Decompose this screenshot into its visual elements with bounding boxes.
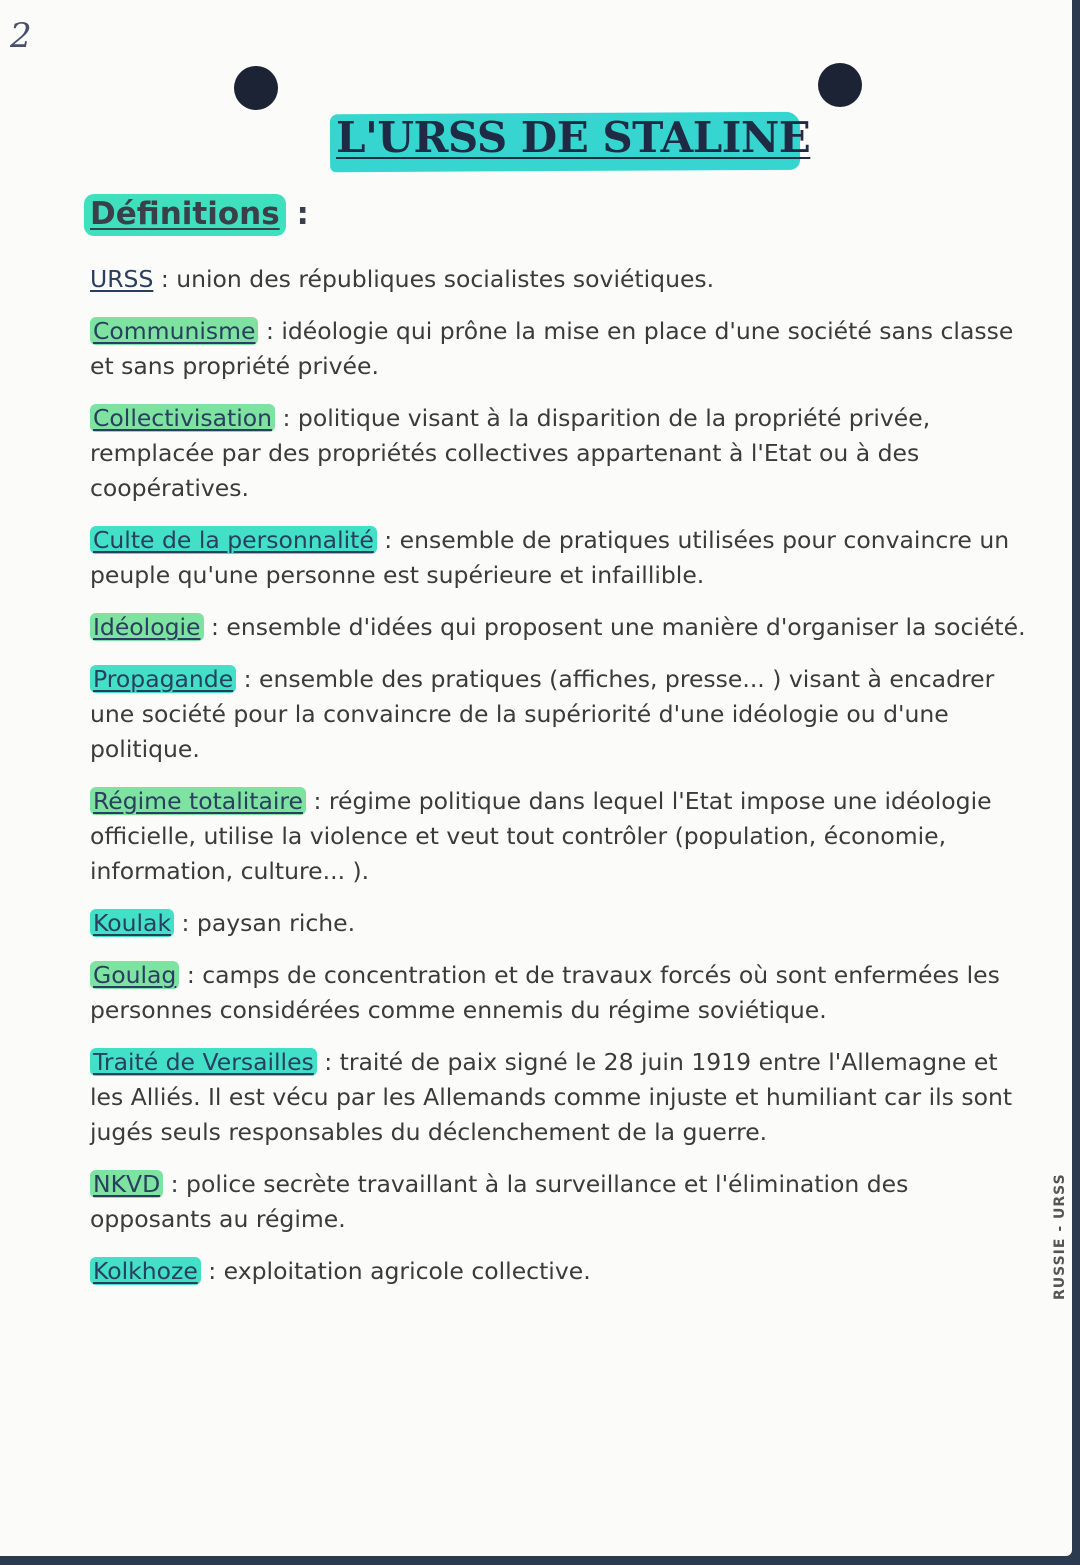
- definition-item: [90, 662, 1030, 767]
- definitions-list: [90, 262, 1030, 1306]
- definition-item: [90, 523, 1030, 593]
- section-heading: [84, 196, 309, 232]
- definition-item: [90, 958, 1030, 1028]
- definition-text: : ensemble d'idées qui proposent une manière d'organiser la société.: [203, 613, 1026, 641]
- definition-term: Traité de Versailles: [90, 1048, 317, 1076]
- definition-term: Propagande: [90, 665, 236, 693]
- definition-item: [90, 784, 1030, 889]
- section-heading-label: Définitions: [84, 194, 286, 236]
- definition-text: : idéologie qui prône la mise en place d'une société sans classe et sans propriété privée.: [90, 317, 1014, 380]
- section-heading-colon: :: [285, 196, 309, 232]
- page-title: L'URSS DE STALINE: [336, 113, 811, 162]
- definition-term: Culte de la personnalité: [90, 526, 377, 554]
- definition-item: [90, 1167, 1030, 1237]
- definition-item: [90, 401, 1030, 506]
- definition-text: : police secrète travaillant à la surveillance et l'élimination des opposants au régime.: [90, 1170, 909, 1233]
- definition-term: URSS: [90, 265, 154, 293]
- definition-item: [90, 1045, 1030, 1150]
- definition-text: : ensemble des pratiques (affiches, presse... ) visant à encadrer une société pour la convaincre de la supériorité d'une idéologie ou d'une politique.: [90, 665, 995, 763]
- definition-text: : traité de paix signé le 28 juin 1919 entre l'Allemagne et les Alliés. Il est vécu par les Allemands comme injuste et humiliant car ils sont jugés seuls responsables du déclenchement de la guerre.: [90, 1048, 1013, 1146]
- definition-text: : union des républiques socialistes soviétiques.: [153, 265, 715, 293]
- definition-term: Idéologie: [90, 613, 204, 641]
- definition-term: Koulak: [90, 909, 174, 937]
- punch-hole-left: [234, 66, 278, 110]
- definition-text: : exploitation agricole collective.: [200, 1257, 591, 1285]
- definition-item: [90, 262, 1030, 297]
- definition-text: : ensemble de pratiques utilisées pour convaincre un peuple qu'une personne est supérieure et infaillible.: [90, 526, 1010, 589]
- definition-term: Régime totalitaire: [90, 787, 306, 815]
- side-label: RUSSIE - URSS: [1052, 1173, 1068, 1300]
- definition-term: Kolkhoze: [90, 1257, 201, 1285]
- definition-item: [90, 610, 1030, 645]
- definition-term: Collectivisation: [90, 404, 275, 432]
- definition-item: [90, 314, 1030, 384]
- definition-term: Communisme: [90, 317, 258, 345]
- punch-hole-right: [818, 63, 862, 107]
- definition-item: [90, 1254, 1030, 1289]
- definition-text: : paysan riche.: [174, 909, 356, 937]
- definition-text: : camps de concentration et de travaux forcés où sont enfermées les personnes considérées comme ennemis du régime soviétique.: [90, 961, 1000, 1024]
- definition-term: NKVD: [90, 1170, 163, 1198]
- page-number: 2: [10, 16, 32, 56]
- definition-text: : politique visant à la disparition de la propriété privée, remplacée par des propriétés collectives appartenant à l'Etat ou à des coopératives.: [90, 404, 931, 502]
- definition-term: Goulag: [90, 961, 179, 989]
- definition-text: : régime politique dans lequel l'Etat impose une idéologie officielle, utilise la violence et veut tout contrôler (population, économie, information, culture... ).: [90, 787, 992, 885]
- definition-item: [90, 906, 1030, 941]
